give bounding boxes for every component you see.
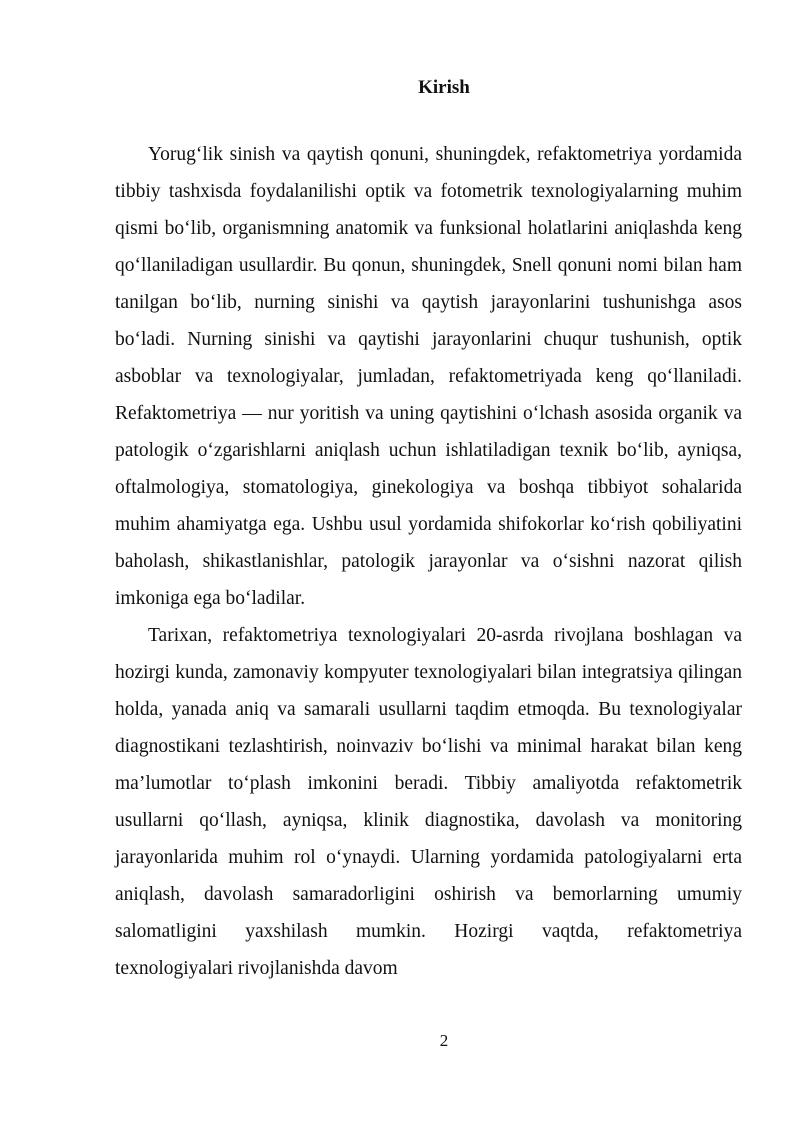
page-number: 2 [439, 1031, 449, 1050]
page-title: Kirish [418, 77, 470, 98]
body-text [115, 136, 742, 987]
paragraph-2: Tarixan, refaktometriya texnologiyalari 20-asrda rivojlana boshlagan va hozirgi kunda, zamonaviy kompyuter texnologiyalari bilan integratsiya qilingan holda, yanada aniq va samarali usullarni taqdim etmoqda. Bu texnologiyalar diagnostikani tezlashtirish, noinvaziv bo‘lishi va minimal harakat bilan keng ma’lumotlar to‘plash imkonini beradi. Tibbiy amaliyotda refaktometrik usullarni qo‘llash, ayniqsa, klinik diagnostika, davolash va monitoring jarayonlarida muhim rol o‘ynaydi. Ularning yordamida patologiyalarni erta aniqlash, davolash samaradorligini oshirish va bemorlarning umumiy salomatligini yaxshilash mumkin. Hozirgi vaqtda, refaktometriya texnologiyalari rivojlanishda davom [115, 625, 742, 979]
paragraph-1: Yorug‘lik sinish va qaytish qonuni, shuningdek, refaktometriya yordamida tibbiy tashxisda foydalanilishi optik va fotometrik texnologiyalarning muhim qismi bo‘lib, organismning anatomik va funksional holatlarini aniqlashda keng qo‘llaniladigan usullardir. Bu qonun, shuningdek, Snell qonuni nomi bilan ham tanilgan bo‘lib, nurning sinishi va qaytish jarayonlarini tushunishga asos bo‘ladi. Nurning sinishi va qaytishi jarayonlarini chuqur tushunish, optik asboblar va texnologiyalar, jumladan, refaktometriyada keng qo‘llaniladi. Refaktometriya — nur yoritish va uning qaytishini o‘lchash asosida organik va patologik o‘zgarishlarni aniqlash uchun ishlatiladigan texnik bo‘lib, ayniqsa, oftalmologiya, stomatologiya, ginekologiya va boshqa tibbiyot sohalarida muhim ahamiyatga ega. Ushbu usul yordamida shifokorlar ko‘rish qobiliyatini baholash, shikastlanishlar, patologik jarayonlar va o‘sishni nazorat qilish imkoniga ega bo‘ladilar. [115, 144, 742, 609]
